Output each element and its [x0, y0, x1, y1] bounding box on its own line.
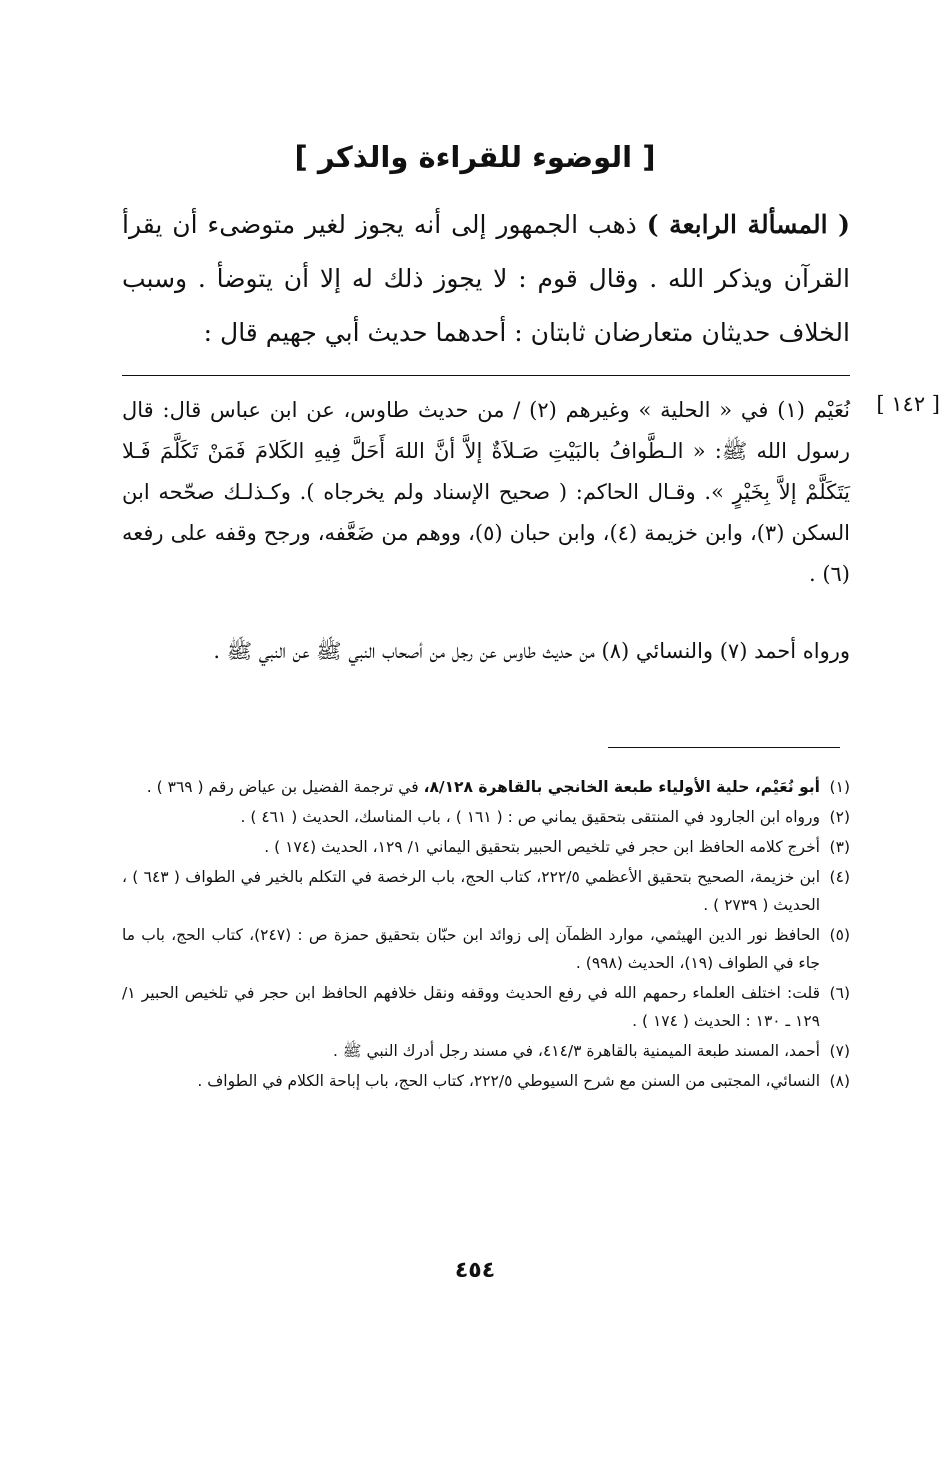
main-text: ذهب الجمهور إلى أنه يجوز لغير متوضىء أن يقرأ القرآن ويذكر الله . وقال قوم : لا يجوز ذلك له إلا أن يتوضأ . وسبب الخلاف حديثان متعارضان ثابتان : أحدهما حديث أبي جهيم قال : — [122, 210, 850, 347]
footnote-number: (٢) — [829, 808, 850, 826]
hadith-paragraph-2: ورواه أحمد (٧) والنسائي (٨) من حديث طاوس عن رجل من أصحاب النبي ﷺ عن النبي ﷺ . — [213, 639, 850, 663]
footnote — [122, 921, 850, 977]
footnote — [122, 979, 850, 1035]
footnote-number: (١) — [829, 778, 850, 796]
main-paragraph — [122, 198, 850, 360]
hadith-number: [ ١٤٢ ] — [876, 392, 940, 416]
footnote-text: الحافظ نور الدين الهيثمي، موارد الظمآن إلى زوائد ابن حبّان بتحقيق حمزة ص : (٢٤٧)، كتاب الحج، باب ما جاء في الطواف (١٩)، الحديث (٩٩٨) . — [122, 926, 820, 972]
footnote-text: قلت: اختلف العلماء رحمهم الله في رفع الحديث ووقفه ونقل خلافهم الحافظ ابن حجر في تلخيص الحبير ١/ ١٢٩ ـ ١٣٠ : الحديث ( ١٧٤ ) . — [122, 984, 820, 1030]
footnote-number: (٧) — [829, 1042, 850, 1060]
footnote-text: أحمد، المسند طبعة الميمنية بالقاهرة ٤١٤/٣، في مسند رجل أدرك النبي ﷺ . — [332, 1042, 820, 1060]
footnote-text: أخرج كلامه الحافظ ابن حجر في تلخيص الحبير بتحقيق اليماني ١/ ١٢٩، الحديث (١٧٤ ) . — [264, 838, 820, 856]
footnote-text: النسائي، المجتبى من السنن مع شرح السيوطي ٢٢٢/٥، كتاب الحج، باب إباحة الكلام في الطواف . — [197, 1072, 820, 1090]
footnote — [122, 773, 850, 801]
separator-line — [122, 375, 850, 376]
footnote-separator — [608, 747, 840, 748]
footnote-text: ورواه ابن الجارود في المنتقى بتحقيق يماني ص : ( ١٦١ ) ، باب المناسك، الحديث ( ٤٦١ ) . — [240, 808, 820, 826]
footnote-number: (٣) — [829, 838, 850, 856]
footnote — [122, 1037, 850, 1065]
footnote-number: (٤) — [829, 868, 850, 886]
footnotes-list — [122, 773, 850, 1097]
footnote-number: (٥) — [829, 926, 850, 944]
footnote — [122, 863, 850, 919]
footnote-text — [122, 773, 820, 801]
footnote — [122, 803, 850, 831]
footnote-number: (٨) — [829, 1072, 850, 1090]
footnote-bold: أبو نُعَيْم، حلية الأولياء طبعة الخانجي بالقاهرة ٨/١٢٨، — [423, 778, 820, 796]
footnote-text: ابن خزيمة، الصحيح بتحقيق الأعظمي ٢٢٢/٥، كتاب الحج، باب الرخصة في التكلم بالخير في الطواف ( ٦٤٣ ) ، الحديث ( ٢٧٣٩ ) . — [122, 868, 820, 914]
footnote — [122, 833, 850, 861]
footnote — [122, 1067, 850, 1095]
page-number: ٤٥٤ — [454, 1258, 496, 1283]
hadith-paragraph: نُعَيْم (١) في « الحلية » وغيرهم (٢) / من حديث طاوس، عن ابن عباس قال: قال رسول الله ﷺ: « الـطَّوافُ بالبَيْتِ صَـلاَةٌ إلاَّ أنَّ اللهَ أَحَلَّ فِيهِ الكَلامَ فَمَنْ تَكَلَّمَ فَـلا يَتَكَلَّمْ إلاَّ بِخَيْرٍ ». وقـال الحاكم: ( صحيح الإسناد ولم يخرجاه ). وكـذلـك صحّحه ابن السكن (٣)، وابن خزيمة (٤)، وابن حبان (٥)، ووهم من ضَعَّفه، ورجح وقفه على رفعه (٦) . — [122, 398, 851, 586]
section-heading: [ الوضوء للقراءة والذكر ] — [294, 140, 656, 174]
issue-label: ( المسألة الرابعة ) — [646, 210, 850, 239]
footnote-body: في ترجمة الفضيل بن عياض رقم ( ٣٦٩ ) . — [146, 778, 424, 796]
footnote-number: (٦) — [829, 984, 850, 1002]
